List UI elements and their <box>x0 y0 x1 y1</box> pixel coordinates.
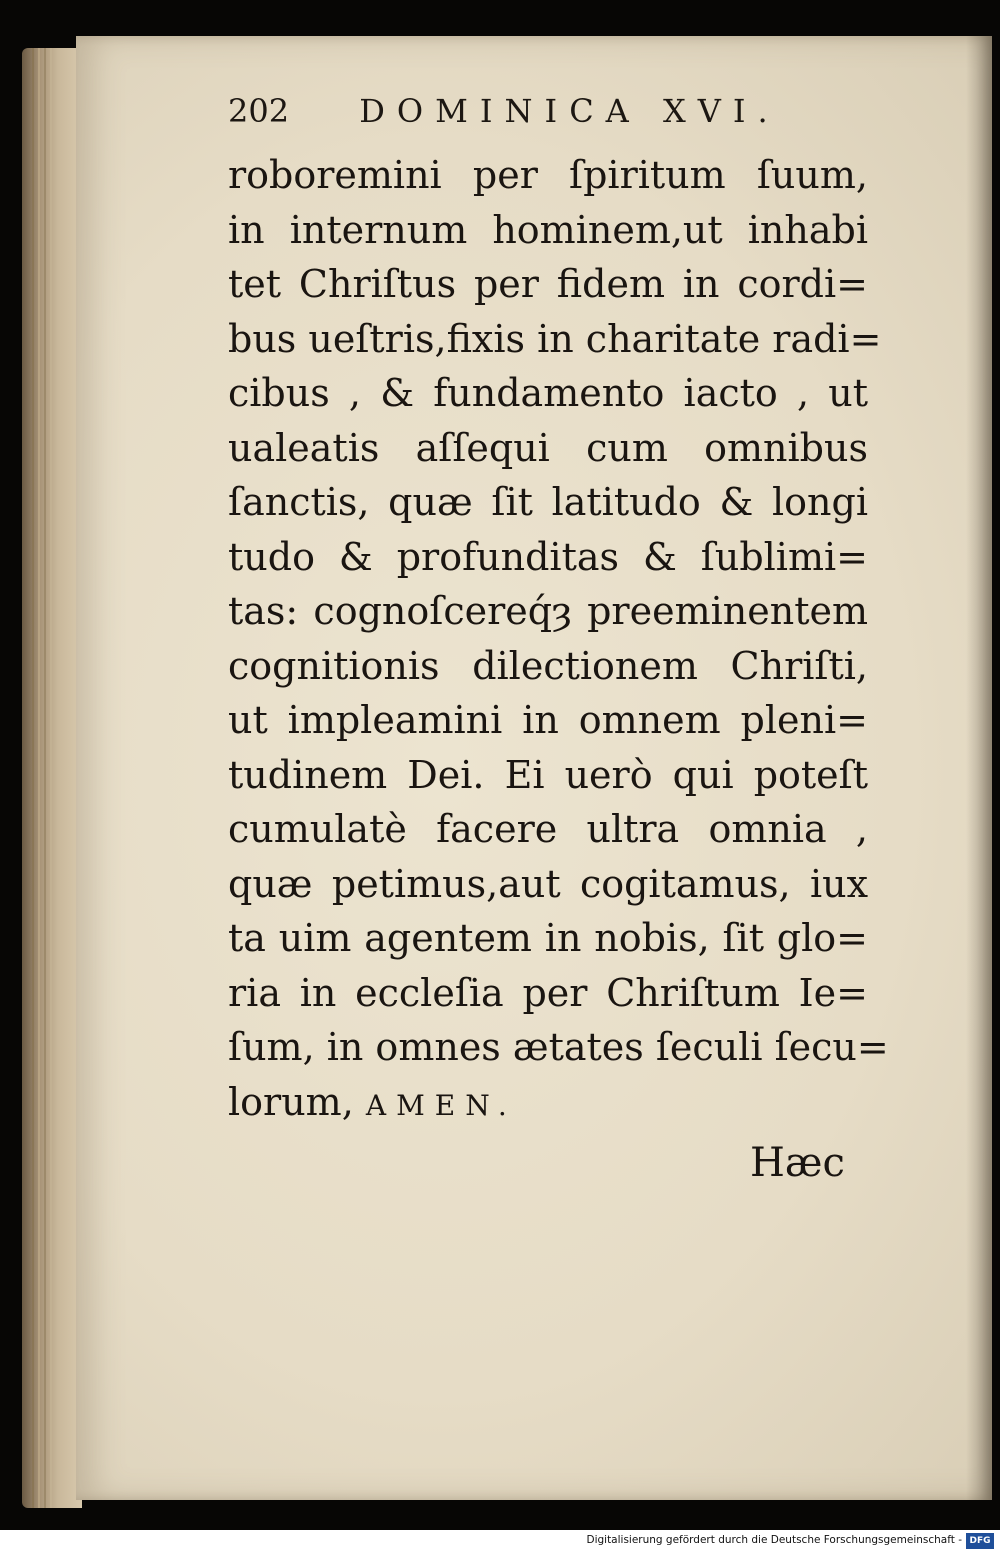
text-line: cibus , & fundamento iacto , ut <box>228 371 868 415</box>
digitization-footer <box>0 1530 1000 1555</box>
text-line: quæ petimus,aut cogitamus, iux <box>228 861 868 906</box>
running-title: DOMINICA XVI. <box>359 92 780 130</box>
folio-number: 202 <box>228 92 290 130</box>
dfg-logo-icon: DFG <box>966 1533 994 1549</box>
text-line: tas: cognoſcereq́ȝ preeminentem <box>228 589 868 633</box>
text-line: in internum hominem,ut inhabi <box>228 207 868 252</box>
text-line: ſanctis, quæ ſit latitudo & longi <box>228 480 868 524</box>
text-line: tudinem Dei. Ei uerò qui poteſt <box>228 752 868 797</box>
amen-word: AMEN. <box>365 1088 517 1122</box>
text-line: tet Chriſtus per fidem in cordi= <box>228 262 868 306</box>
text-line: ria in eccleſia per Chriſtum Ie= <box>228 970 868 1015</box>
running-header <box>228 92 780 130</box>
text-line: bus ueſtris,fixis in charitate radi= <box>228 316 882 361</box>
catchword: Hæc <box>750 1140 845 1186</box>
text-line: tudo & profunditas & ſublimi= <box>228 534 868 579</box>
funding-credit: Digitalisierung gefördert durch die Deutsche Forschungsgemeinschaft - <box>586 1534 962 1546</box>
text-line: cognitionis dilectionem Chriſti, <box>228 643 868 688</box>
final-text-line <box>228 1075 868 1134</box>
text-line: roboremini per ſpiritum ſuum, <box>228 153 868 197</box>
body-text <box>228 148 889 1133</box>
text-line: ta uim agentem in nobis, ſit glo= <box>228 916 868 960</box>
text-line: cumulatè facere ultra omnia , <box>228 807 868 851</box>
gutter-shadow <box>966 36 992 1500</box>
text-line: ut impleamini in omnem pleni= <box>228 698 868 742</box>
text-line: ſum, in omnes ætates ſeculi ſecu= <box>228 1025 889 1069</box>
final-word: lorum, <box>228 1079 354 1124</box>
book-page-edges <box>22 48 82 1508</box>
text-line: ualeatis aſſequi cum omnibus <box>228 425 868 470</box>
